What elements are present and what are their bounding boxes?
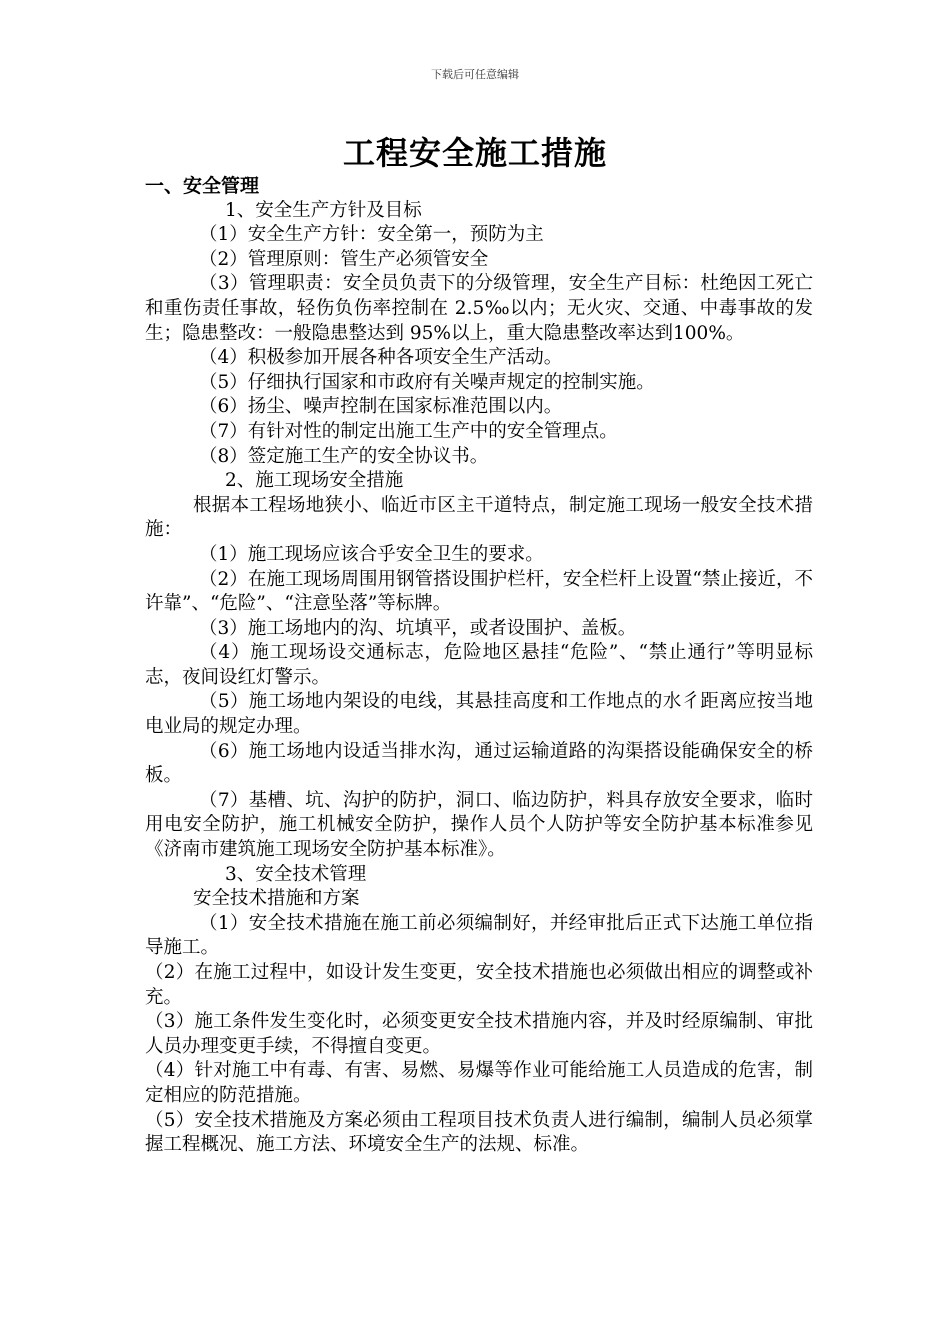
- paragraph: 根据本工程场地狭小、临近市区主干道特点，制定施工现场一般安全技术措施：: [145, 494, 813, 541]
- paragraph: （7）基槽、坑、沟护的防护，洞口、临边防护，料具存放安全要求，临时用电安全防护，施工机械安全防护，操作人员个人防护等安全防护基本标准参见《济南市建筑施工现场安全防护基本标准》。: [145, 789, 813, 861]
- document-body: [145, 174, 813, 1158]
- paragraph: （5）施工场地内架设的电线，其悬挂高度和工作地点的水彳距离应按当地电业局的规定办理。: [145, 691, 813, 738]
- paragraph: （5）安全技术措施及方案必须由工程项目技术负责人进行编制，编制人员必须掌握工程概况、施工方法、环境安全生产的法规、标准。: [145, 1109, 813, 1156]
- page-header: 下载后可任意编辑: [431, 68, 519, 81]
- paragraph: （1）安全技术措施在施工前必须编制好，并经审批后正式下达施工单位指导施工。: [145, 912, 813, 959]
- paragraph: （6）扬尘、噪声控制在国家标准范围以内。: [199, 396, 563, 418]
- paragraph: （4）施工现场设交通标志，危险地区悬挂“危险”、“禁止通行”等明显标志，夜间设红灯警示。: [145, 642, 813, 688]
- paragraph: 3、安全技术管理: [225, 863, 367, 885]
- paragraph-list: [145, 199, 813, 1158]
- paragraph: （6）施工场地内设适当排水沟，通过运输道路的沟渠搭设能确保安全的桥板。: [145, 740, 813, 787]
- paragraph: （5）仔细执行国家和市政府有关噪声规定的控制实施。: [199, 371, 655, 393]
- paragraph: 2、施工现场安全措施: [225, 470, 404, 492]
- paragraph: （3）施工条件发生变化时，必须变更安全技术措施内容，并及时经原编制、审批人员办理变更手续，不得擅自变更。: [145, 1011, 813, 1057]
- paragraph: （2）在施工过程中，如设计发生变更，安全技术措施也必须做出相应的调整或补充。: [145, 962, 813, 1008]
- paragraph: （2）管理原则：管生产必须管安全: [199, 248, 489, 270]
- document-title: 工程安全施工措施: [342, 134, 607, 172]
- paragraph: （1）施工现场应该合乎安全卫生的要求。: [199, 543, 544, 565]
- paragraph: （2）在施工现场周围用钢管搭设围护栏杆，安全栏杆上设置“禁止接近，不许靠”、“危险”、“注意坠落”等标牌。: [145, 568, 813, 615]
- paragraph: （3）管理职责：安全员负责下的分级管理，安全生产目标：杜绝因工死亡和重伤责任事故，轻伤负伤率控制在 2.5‰以内；无火灾、交通、中毒事故的发生；隐患整改：一般隐患整达到 95%以上，重大隐患整改率达到100%。: [145, 273, 813, 344]
- paragraph: （8）签定施工生产的安全协议书。: [199, 445, 489, 467]
- paragraph: 1、安全生产方针及目标: [225, 199, 422, 221]
- paragraph: （4）针对施工中有毒、有害、易燃、易爆等作业可能给施工人员造成的危害，制定相应的防范措施。: [145, 1060, 813, 1106]
- paragraph: （4）积极参加开展各种各项安全生产活动。: [199, 347, 563, 369]
- paragraph: （1）安全生产方针：安全第一，预防为主: [199, 224, 544, 246]
- paragraph: （3）施工场地内的沟、坑填平，或者设围护、盖板。: [199, 617, 637, 639]
- paragraph: 安全技术措施和方案: [193, 888, 360, 910]
- section-heading: 一、安全管理: [145, 175, 260, 197]
- paragraph: （7）有针对性的制定出施工生产中的安全管理点。: [199, 420, 618, 442]
